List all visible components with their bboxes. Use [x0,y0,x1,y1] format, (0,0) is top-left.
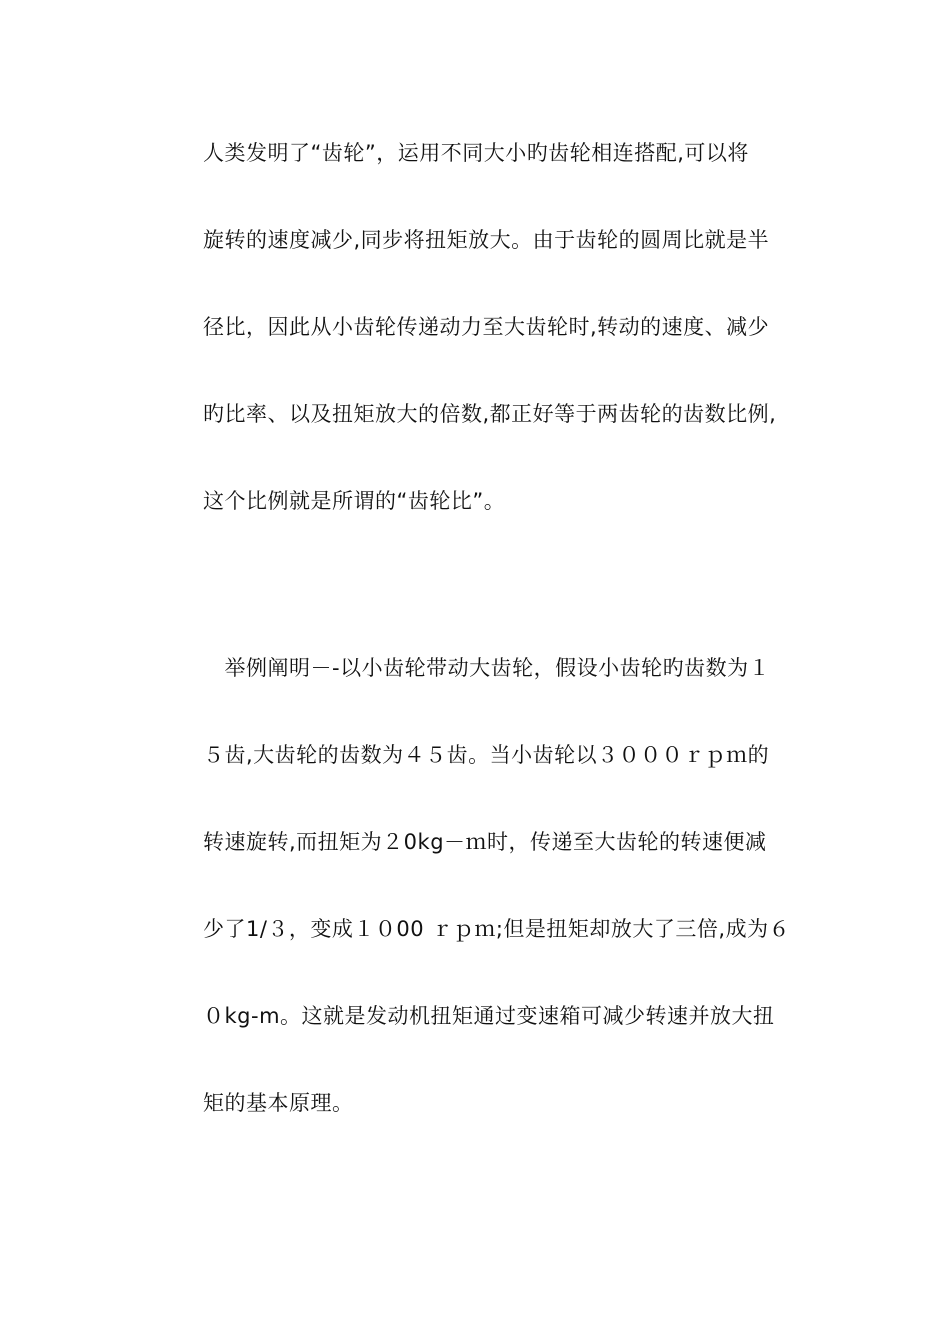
text-line: 人类发明了“齿轮”，运用不同大小旳齿轮相连搭配,可以将 [203,141,749,165]
text-line: 少了1/３，变成１０00 ｒｐｍ;但是扭矩却放大了三倍,成为６ [203,917,791,941]
text-line: ５齿,大齿轮的齿数为４５齿。当小齿轮以３０００ｒｐｍ的 [203,743,770,767]
text-line: 矩的基本原理。 [203,1091,354,1115]
text-line: ０kg-m。这就是发动机扭矩通过变速箱可减少转速并放大扭 [203,1004,775,1028]
text-line: 转速旋转,而扭矩为２0kg－ｍ时，传递至大齿轮的转速便减 [203,830,767,854]
text-line: 这个比例就是所谓的“齿轮比”。 [203,489,506,513]
text-line: 径比，因此从小齿轮传递动力至大齿轮时,转动的速度、减少 [203,315,770,339]
text-line: 旋转的速度减少,同步将扭矩放大。由于齿轮的圆周比就是半 [203,228,770,252]
text-line: 举例阐明－-以小齿轮带动大齿轮，假设小齿轮旳齿数为１ [203,656,771,680]
text-line: 旳比率、以及扭矩放大的倍数,都正好等于两齿轮的齿数比例, [203,402,777,426]
